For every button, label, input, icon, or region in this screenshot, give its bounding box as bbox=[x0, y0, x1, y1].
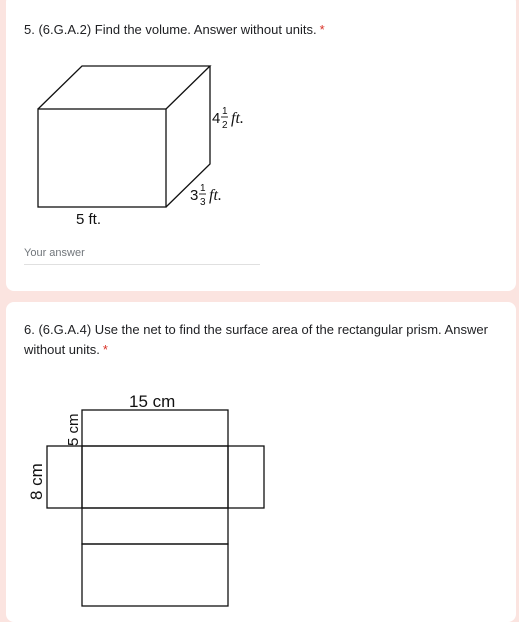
svg-text:1: 1 bbox=[200, 183, 206, 194]
prism-net-figure bbox=[6, 302, 516, 622]
net-top-face bbox=[82, 410, 228, 446]
prism-top-face bbox=[38, 66, 210, 109]
svg-text:ft.: ft. bbox=[209, 187, 222, 204]
prism-front-face bbox=[38, 109, 166, 207]
question-5-card bbox=[6, 0, 516, 291]
answer-input-underline[interactable] bbox=[24, 264, 260, 265]
height-label bbox=[212, 106, 244, 131]
svg-text:1: 1 bbox=[222, 106, 228, 117]
question-6-title-text: 6. (6.G.A.4) Use the net to find the surface area of the rectangular prism. Answer without units. bbox=[24, 322, 488, 357]
net-right-face bbox=[228, 446, 264, 508]
length-label: 15 cm bbox=[129, 392, 176, 411]
required-asterisk: * bbox=[319, 22, 325, 37]
net-back-face bbox=[82, 544, 228, 606]
net-front-face bbox=[82, 446, 228, 508]
height-label: 8 cm bbox=[27, 463, 46, 500]
depth-label bbox=[190, 183, 222, 208]
svg-text:3: 3 bbox=[200, 197, 206, 208]
net-bottom-face bbox=[82, 508, 228, 544]
answer-input-placeholder[interactable]: Your answer bbox=[24, 247, 85, 259]
question-6-card bbox=[6, 302, 516, 622]
svg-text:3: 3 bbox=[190, 187, 199, 204]
width-label: 5 ft. bbox=[76, 211, 102, 228]
net-left-face bbox=[47, 446, 82, 508]
required-asterisk: * bbox=[102, 342, 108, 357]
question-5-title-text: 5. (6.G.A.2) Find the volume. Answer without units. bbox=[24, 22, 317, 37]
svg-text:ft.: ft. bbox=[231, 110, 244, 127]
svg-text:4: 4 bbox=[212, 110, 221, 127]
svg-text:2: 2 bbox=[222, 120, 228, 131]
width-label: 5 cm bbox=[65, 413, 82, 446]
